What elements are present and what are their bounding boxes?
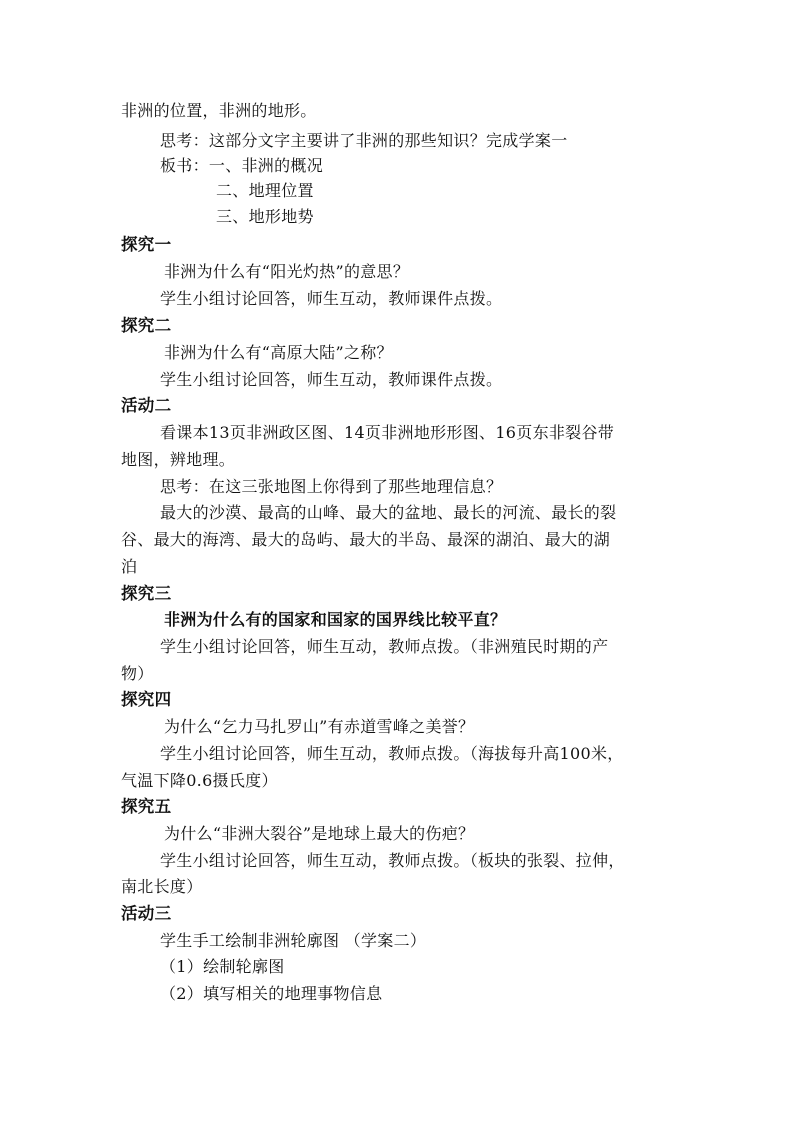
list-item: （1）绘制轮廓图 [160, 957, 285, 976]
text-line: 为什么“乞力马扎罗山”有赤道雪峰之美誉？ [164, 717, 475, 736]
text-line: 谷、最大的海湾、最大的岛屿、最大的半岛、最深的湖泊、最大的湖 [121, 530, 611, 549]
text-line: 非洲为什么有“高原大陆”之称？ [164, 343, 393, 362]
text-line: 学生小组讨论回答，师生互动，教师点拨。（板块的张裂、拉伸， [160, 851, 625, 870]
text-line: 非洲的位置，非洲的地形。 [121, 101, 317, 120]
text-line: 学生手工绘制非洲轮廓图 （学案二） [160, 931, 427, 950]
text-line: 学生小组讨论回答，师生互动，教师点拨。（非洲殖民时期的产 [160, 637, 609, 656]
text-line: 物） [121, 664, 154, 683]
text-line-bold: 非洲为什么有的国家和国家的国界线比较平直？ [164, 610, 507, 629]
section-heading: 探究五 [121, 797, 172, 816]
section-heading: 活动三 [121, 904, 172, 923]
text-line: 思考：这部分文字主要讲了非洲的那些知识？完成学案一 [160, 131, 568, 150]
text-line: 最大的沙漠、最高的山峰、最大的盆地、最长的河流、最长的裂 [160, 503, 617, 522]
text-line: 为什么“非洲大裂谷”是地球上最大的伤疤？ [164, 824, 475, 843]
text-line: 地图，辨地理。 [121, 450, 236, 469]
text-line: 学生小组讨论回答，师生互动，教师课件点拨。 [160, 289, 503, 308]
section-heading: 探究四 [121, 690, 172, 709]
blackboard-heading: 板书：一、非洲的概况 [160, 156, 324, 175]
list-item: （2）填写相关的地理事物信息 [160, 984, 383, 1003]
text-line: 南北长度） [121, 877, 203, 896]
text-line: 非洲为什么有“阳光灼热”的意思？ [164, 262, 410, 281]
blackboard-item: 三、地形地势 [216, 207, 314, 226]
text-line: 泊 [121, 557, 138, 576]
text-line: 气温下降0.6摄氏度） [121, 771, 278, 790]
text-line: 思考：在这三张地图上你得到了那些地理信息？ [160, 477, 503, 496]
section-heading: 探究一 [121, 235, 172, 254]
section-heading: 活动二 [121, 396, 172, 415]
blackboard-item: 二、地理位置 [216, 181, 314, 200]
text-line: 看课本13页非洲政区图、14页非洲地形形图、16页东非裂谷带 [160, 423, 615, 442]
text-line: 学生小组讨论回答，师生互动，教师点拨。（海拔每升高100米， [160, 744, 624, 763]
section-heading: 探究二 [121, 316, 172, 335]
section-heading: 探究三 [121, 584, 172, 603]
text-line: 学生小组讨论回答，师生互动，教师课件点拨。 [160, 370, 503, 389]
